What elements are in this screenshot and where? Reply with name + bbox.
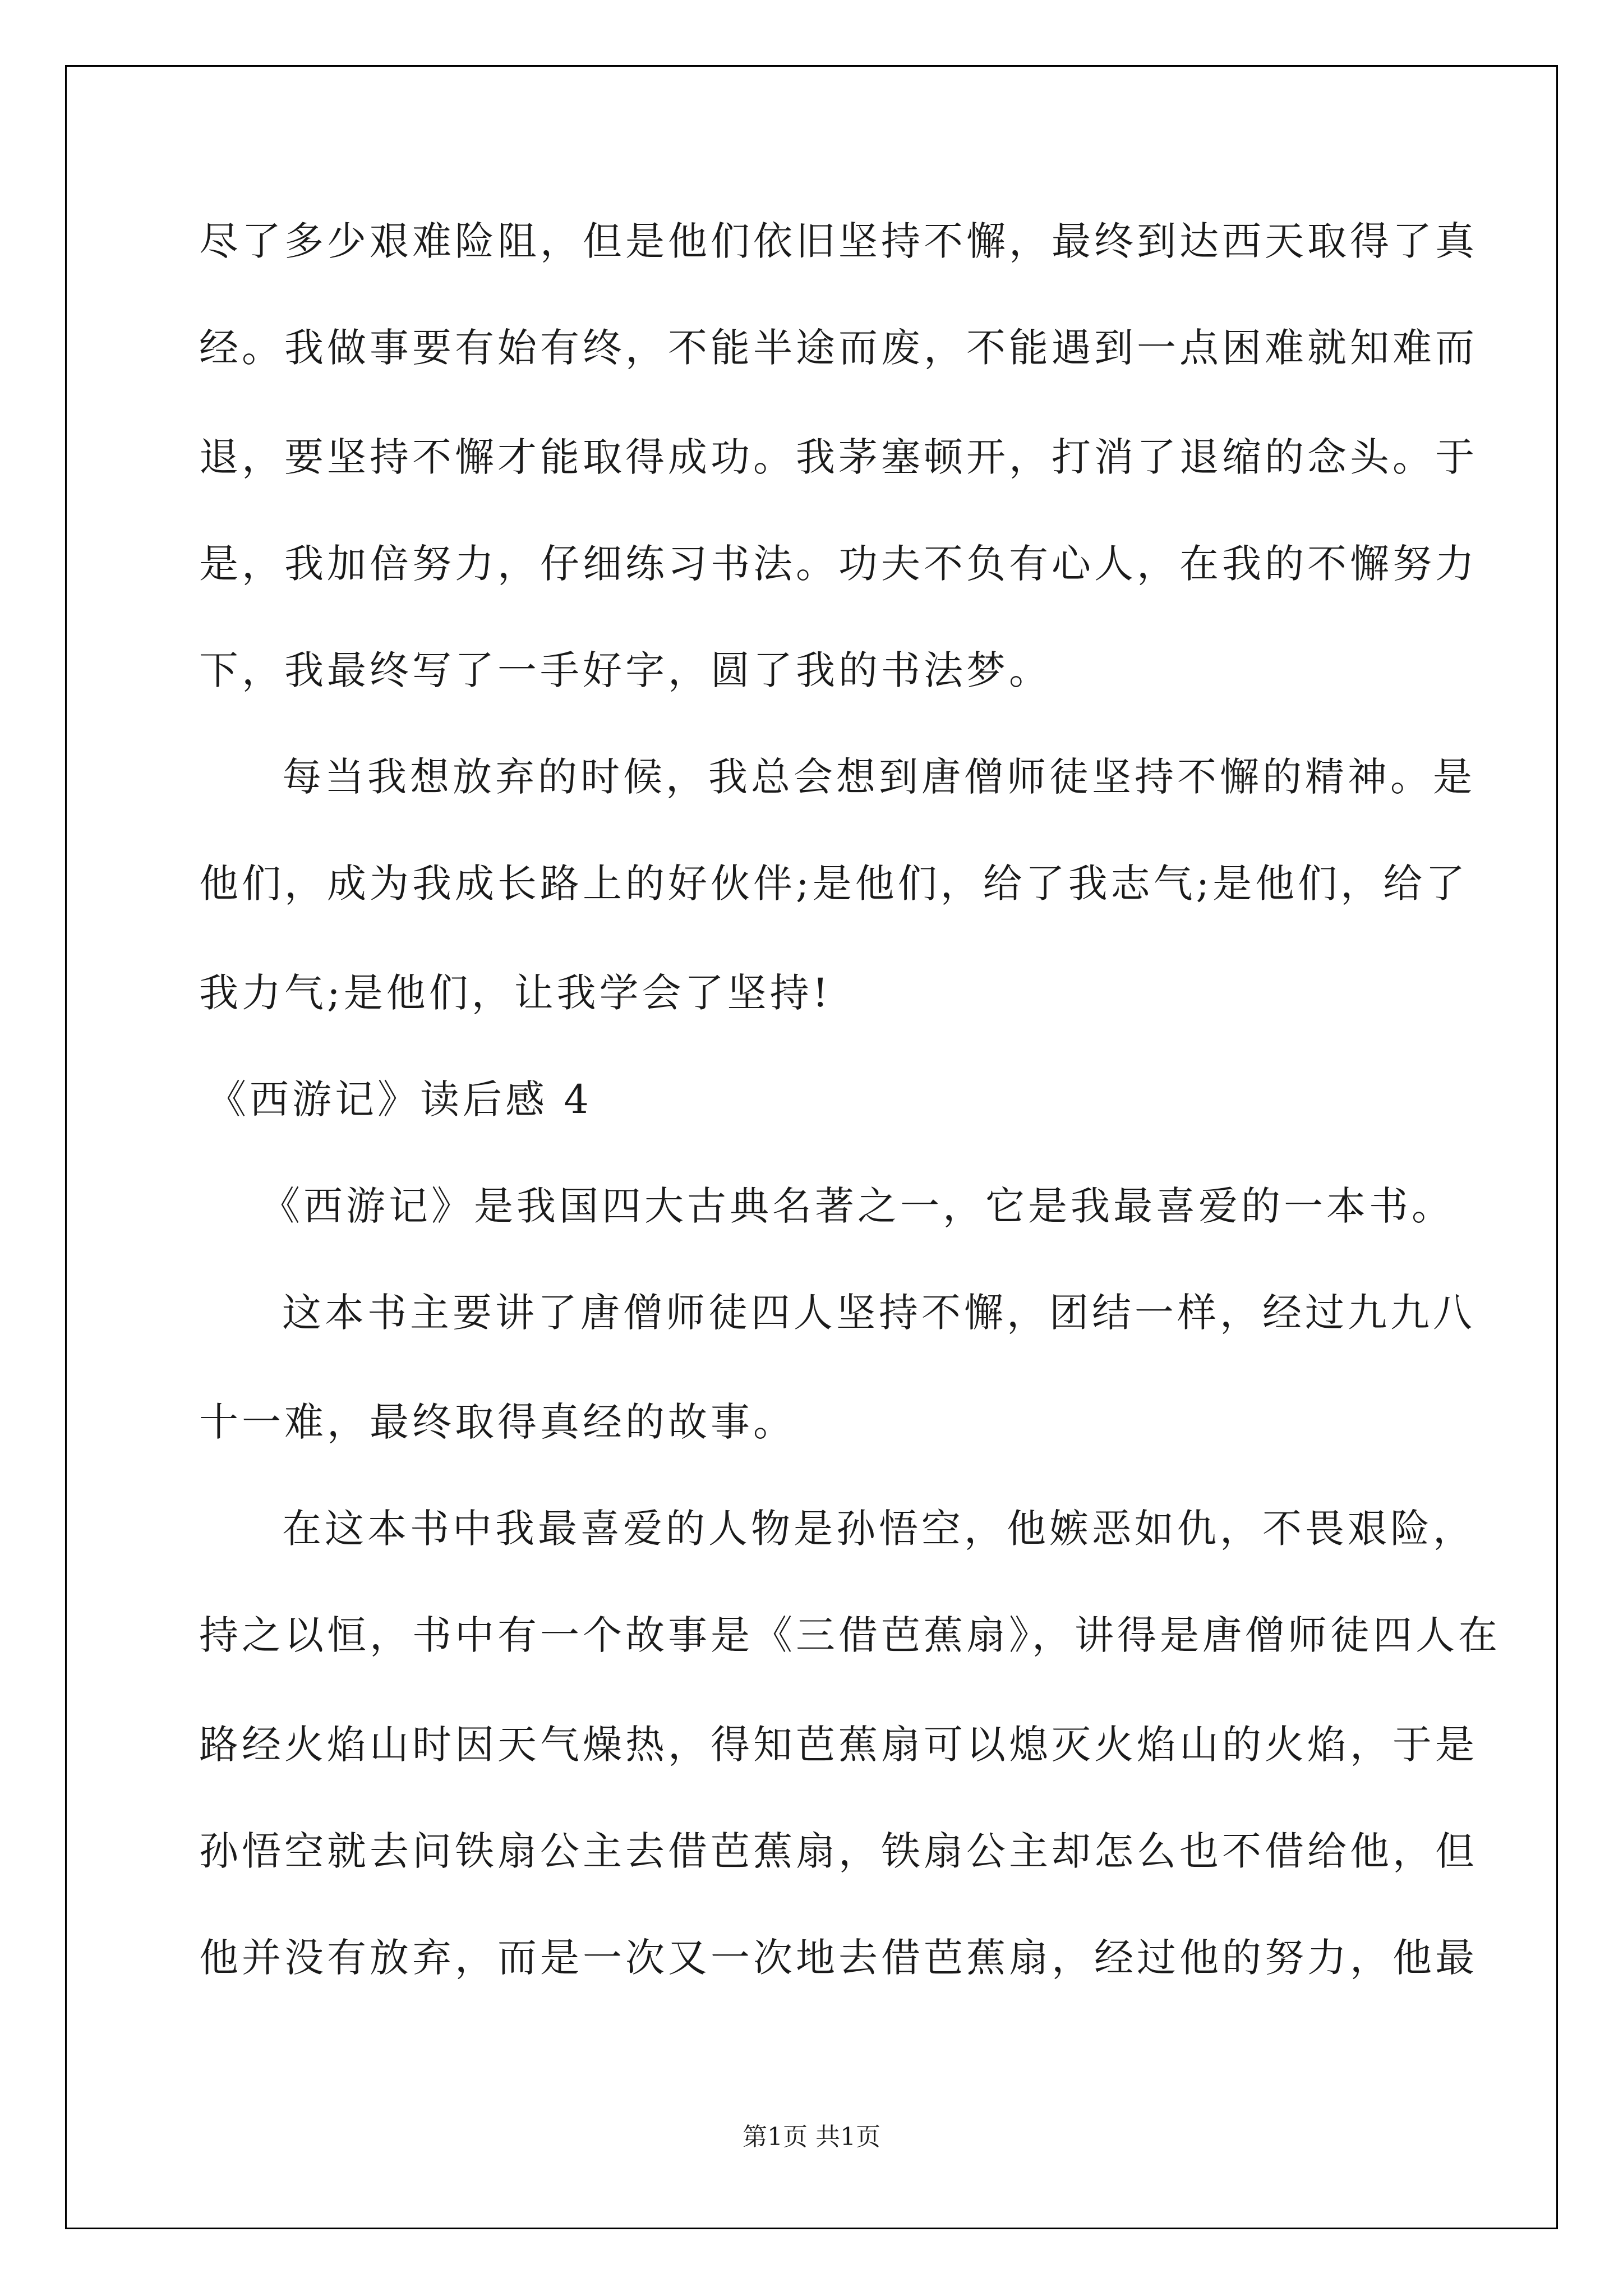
text-line: 十一难，最终取得真经的故事。	[199, 1399, 796, 1445]
text-line: 经。我做事要有始有终，不能半途而废，不能遇到一点困难就知难而	[199, 325, 1478, 371]
text-line: 他并没有放弃，而是一次又一次地去借芭蕉扇，经过他的努力，他最	[199, 1935, 1478, 1981]
text-line: 孙悟空就去问铁扇公主去借芭蕉扇，铁扇公主却怎么也不借给他，但	[199, 1828, 1478, 1874]
paragraph-start-line: 在这本书中我最喜爱的人物是孙悟空，他嫉恶如仇，不畏艰险，	[282, 1506, 1476, 1552]
section-heading: 《西游记》读后感 4	[207, 1076, 592, 1122]
paragraph-start-line: 《西游记》是我国四大古典名著之一，它是我最喜爱的一本书。	[261, 1183, 1454, 1229]
text-line: 他们，成为我成长路上的好伙伴;是他们，给了我志气;是他们，给了	[199, 861, 1469, 907]
text-line: 下，我最终写了一手好字，圆了我的书法梦。	[199, 647, 1052, 693]
document-body	[199, 213, 1501, 1981]
text-line: 尽了多少艰难险阻，但是他们依旧坚持不懈，最终到达西天取得了真	[199, 218, 1478, 264]
text-line: 我力气;是他们，让我学会了坚持!	[199, 970, 832, 1016]
page-footer: 第1页 共1页	[743, 2123, 880, 2151]
text-line: 退，要坚持不懈才能取得成功。我茅塞顿开，打消了退缩的念头。于	[199, 434, 1478, 480]
text-line: 路经火焰山时因天气燥热，得知芭蕉扇可以熄灭火焰山的火焰，于是	[199, 1722, 1478, 1768]
paragraph-start-line: 每当我想放弃的时候，我总会想到唐僧师徒坚持不懈的精神。是	[282, 754, 1476, 800]
paragraph-start-line: 这本书主要讲了唐僧师徒四人坚持不懈，团结一样，经过九九八	[282, 1290, 1476, 1336]
text-line: 是，我加倍努力，仔细练习书法。功夫不负有心人，在我的不懈努力	[199, 541, 1478, 587]
text-line: 持之以恒，书中有一个故事是《三借芭蕉扇》，讲得是唐僧师徒四人在	[199, 1612, 1501, 1658]
